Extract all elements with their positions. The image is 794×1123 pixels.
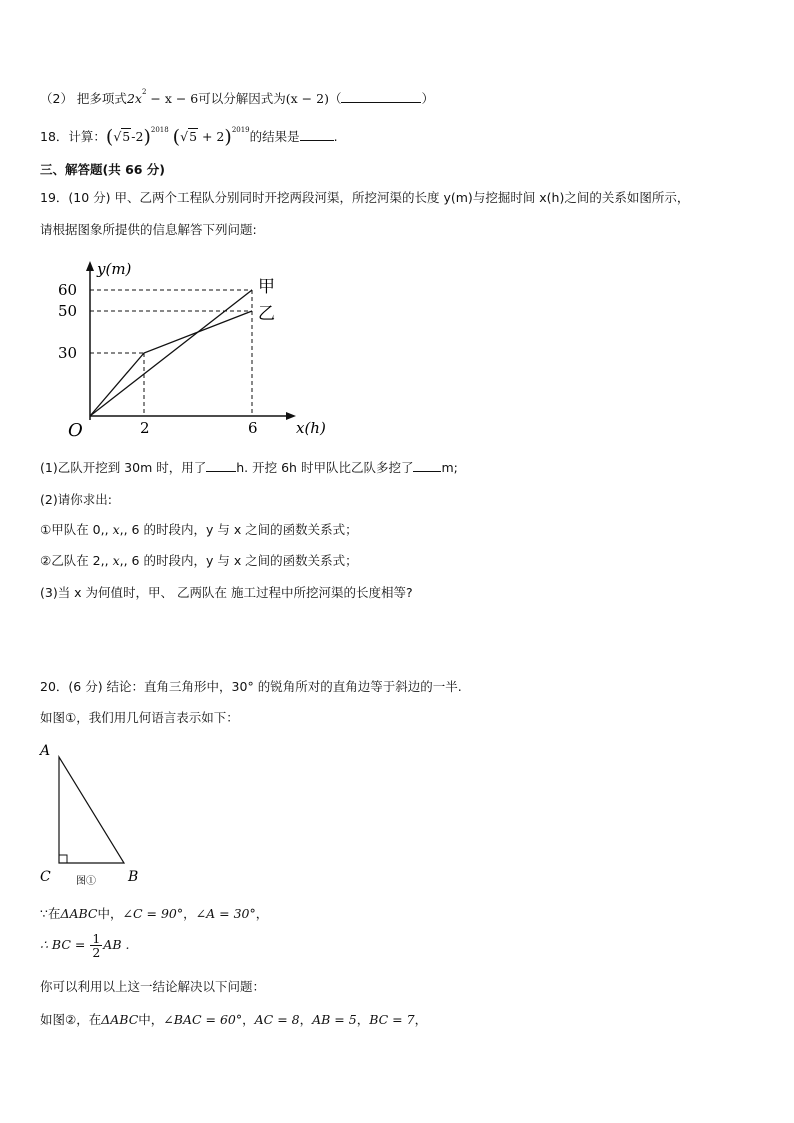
q19-part1: (1)乙队开挖到 30m 时，用了 h. 开挖 6h 时甲队比乙队多挖了 m; bbox=[40, 460, 458, 475]
question-18 bbox=[40, 126, 338, 148]
vertex-label-c: C bbox=[40, 869, 51, 885]
x-tick-label: 2 bbox=[140, 419, 150, 437]
q19-part2-1: ①甲队在 0,, x,, 6 的时段内，y 与 x 之间的函数关系式； bbox=[40, 522, 358, 537]
y-axis-label: y(m) bbox=[97, 260, 132, 278]
y-tick-label: 60 bbox=[58, 281, 78, 299]
q18-suffix: 的结果是 bbox=[249, 129, 300, 144]
q20-line4: 如图②，在ΔABC中，∠BAC = 60°，AC = 8，AB = 5，BC = 7， bbox=[40, 1012, 428, 1027]
line-chart bbox=[50, 255, 340, 445]
vertex-label-a: A bbox=[40, 743, 51, 759]
q18-end: . bbox=[333, 129, 338, 144]
q17-mid: 可以分解因式为 bbox=[198, 91, 286, 106]
series-line-2 bbox=[90, 311, 252, 416]
answer-blank bbox=[300, 140, 334, 141]
vertex-label-b: B bbox=[128, 869, 139, 885]
figure-caption: 图① bbox=[76, 876, 96, 887]
section-title: 三、解答题(共 66 分) bbox=[40, 162, 166, 177]
q20-line2: 如图①，我们用几何语言表示如下： bbox=[40, 710, 239, 725]
q17-factor: (x − 2) bbox=[285, 91, 329, 106]
q20-because: ∵在ΔABC中，∠C = 90°，∠A = 30°， bbox=[40, 906, 269, 921]
origin-label: O bbox=[68, 420, 83, 441]
triangle-abc bbox=[59, 757, 124, 863]
answer-blank bbox=[341, 102, 421, 103]
q19-line2: 请根据图象所提供的信息解答下列问题: bbox=[40, 222, 257, 237]
x-tick-label: 6 bbox=[248, 419, 258, 437]
q19-part3: (3)当 x 为何值时，甲、 乙两队在 施工过程中所挖河渠的长度相等? bbox=[40, 585, 413, 600]
q17-paren-close: ） bbox=[421, 91, 434, 106]
q19-part2-2: ②乙队在 2,, x,, 6 的时段内，y 与 x 之间的函数关系式； bbox=[40, 553, 358, 568]
answer-blank bbox=[413, 471, 441, 472]
triangle-figure-1 bbox=[36, 738, 152, 888]
question-17-2 bbox=[40, 88, 434, 107]
x-axis-arrow bbox=[286, 412, 296, 420]
q17-paren-open: （ bbox=[328, 91, 342, 106]
q19-line1: 19．(10 分) 甲、乙两个工程队分别同时开挖两段河渠，所挖河渠的长度 y(m)与挖掘时间 x(h)之间的关系如图所示， bbox=[40, 190, 690, 205]
y-tick-label: 50 bbox=[58, 302, 78, 320]
q20-therefore: ∴ BC = $\frac{1}{2}$ AB . bbox=[40, 931, 130, 960]
series-label-1: 甲 bbox=[258, 277, 275, 297]
x-axis-label: x(h) bbox=[296, 419, 326, 437]
q19-part2: (2)请你求出: bbox=[40, 492, 112, 507]
right-angle-mark bbox=[59, 855, 67, 863]
q20-line1: 20．(6 分) 结论：直角三角形中，30° 的锐角所对的直角边等于斜边的一半. bbox=[40, 679, 462, 694]
fraction-half: $\frac{1}{2}$ bbox=[92, 931, 101, 960]
q18-label: 18．计算： bbox=[40, 129, 106, 144]
y-tick-label: 30 bbox=[58, 344, 78, 362]
q20-line3: 你可以利用以上这一结论解决以下问题： bbox=[40, 979, 266, 994]
q17-poly: $2x^2 - x - 6$ bbox=[126, 88, 199, 106]
y-axis-arrow bbox=[86, 261, 94, 271]
answer-blank bbox=[206, 471, 236, 472]
q17-prefix: （2） 把多项式 bbox=[40, 91, 127, 106]
q18-expression: $(√5-2)^{2018}$ $(√5 + 2)^{2019}$ bbox=[105, 126, 250, 148]
series-label-2: 乙 bbox=[258, 304, 275, 324]
